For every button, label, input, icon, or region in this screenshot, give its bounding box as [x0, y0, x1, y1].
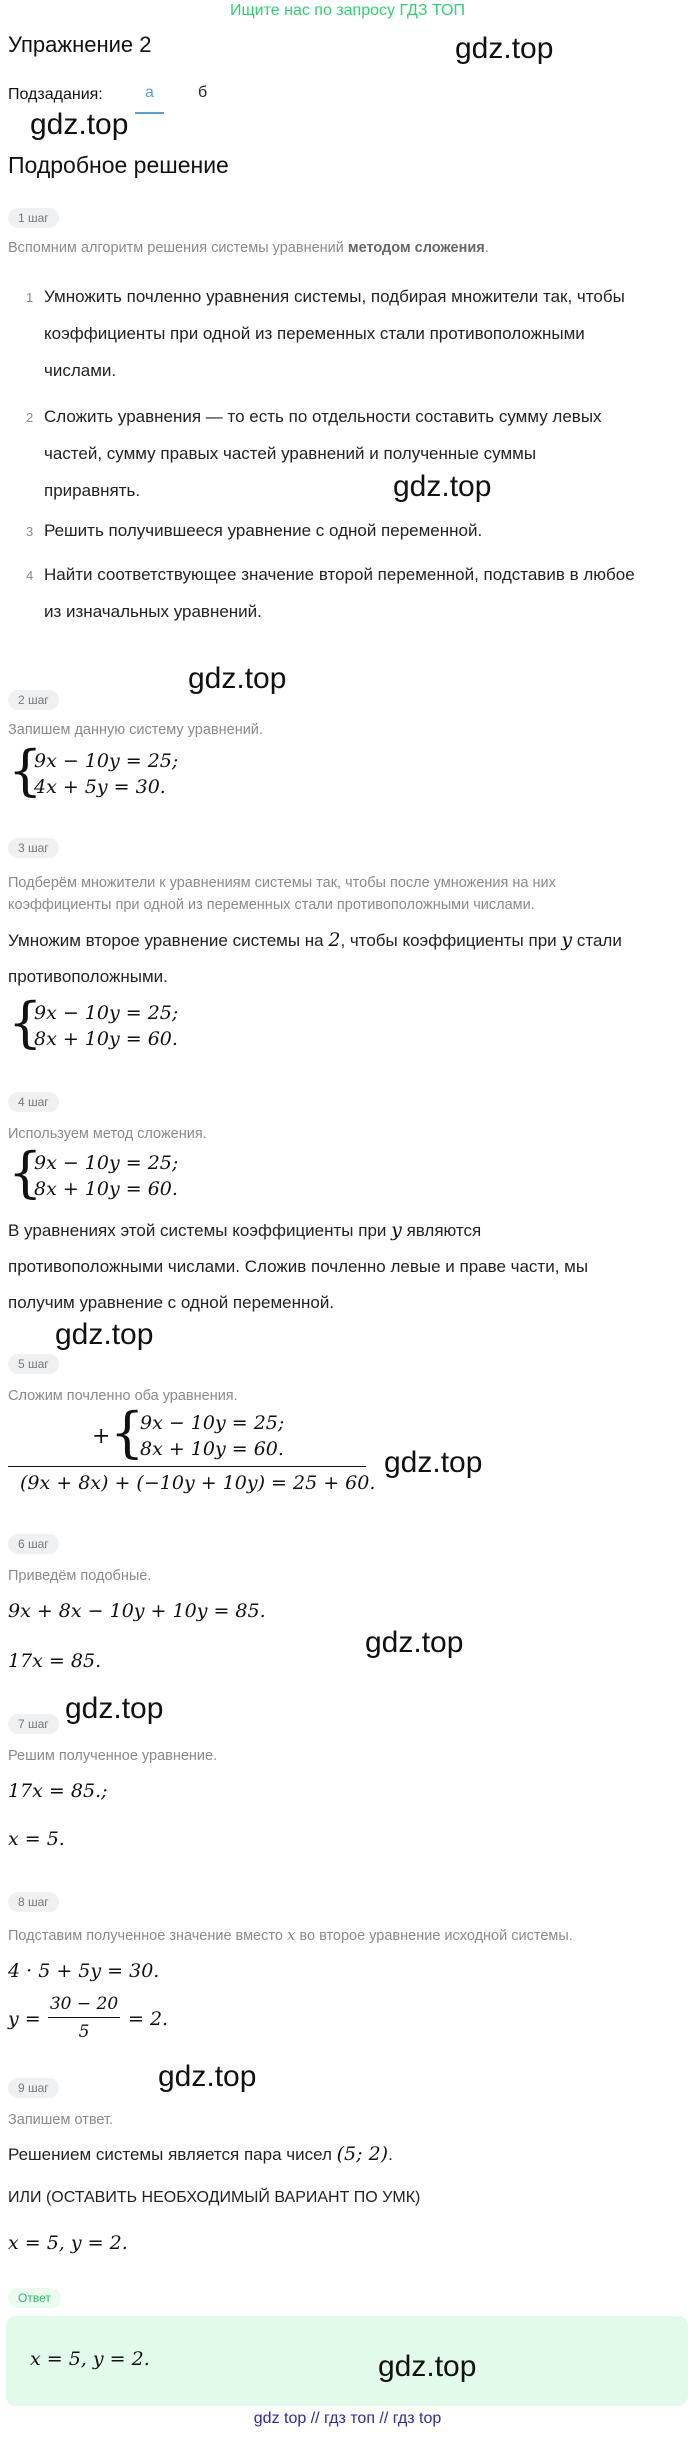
- equation: 8x + 10y = 60.: [34, 1028, 178, 1050]
- step-text: В уравнениях этой системы коэффициенты при y являются противоположными числами. Сложив почленно левые и праве части, мы получим уравнение с одной переменной.: [8, 1219, 589, 1312]
- equation: 9x − 10y = 25;: [140, 1412, 285, 1434]
- step-hint: Запишем ответ.: [8, 2112, 114, 2128]
- system-brace: {: [8, 739, 43, 802]
- equation: 17x = 85.;: [8, 1780, 108, 1802]
- list-item: Найти соответствующее значение второй переменной, подставив в любое из изначальных уравнений.: [44, 565, 635, 621]
- equation: = 2.: [128, 2008, 169, 2030]
- step-hint: Решим полученное уравнение.: [8, 1748, 218, 1764]
- equation: 9x + 8x − 10y + 10y = 85.: [8, 1600, 266, 1622]
- watermark: gdz.top: [158, 2060, 257, 2093]
- watermark: gdz.top: [65, 1692, 164, 1725]
- step-badge: 7 шаг: [8, 1714, 59, 1734]
- watermark: gdz.top: [393, 470, 492, 503]
- step-badge: 4 шаг: [8, 1092, 59, 1112]
- footer-links[interactable]: gdz top // гдз топ // гдз top: [253, 2410, 442, 2427]
- step-badge: 1 шаг: [8, 208, 59, 228]
- step-badge: 2 шаг: [8, 690, 59, 710]
- page-title: Упражнение 2: [8, 32, 152, 57]
- watermark: gdz.top: [188, 662, 287, 695]
- fraction-bar: [48, 2017, 120, 2018]
- step-hint: Приведём подобные.: [8, 1568, 152, 1584]
- section-title: Подробное решение: [8, 152, 229, 178]
- step-hint: Вспомним алгоритм решения системы уравнений методом сложения.: [8, 240, 489, 256]
- list-number: 4: [26, 568, 34, 583]
- watermark: gdz.top: [378, 2350, 477, 2383]
- equation: 17x = 85.: [8, 1650, 102, 1672]
- watermark: gdz.top: [455, 32, 554, 65]
- step-hint: Сложим почленно оба уравнения.: [8, 1388, 238, 1404]
- system-brace: {: [8, 1141, 43, 1204]
- equation: 8x + 10y = 60.: [34, 1178, 178, 1200]
- equation: 4x + 5y = 30.: [34, 776, 166, 798]
- list-item: Сложить уравнения — то есть по отдельности составить сумму левых частей, сумму правых частей уравнений и полученные суммы приравнять.: [44, 407, 602, 500]
- equation: y =: [8, 2008, 41, 2030]
- watermark: gdz.top: [365, 1626, 464, 1659]
- step-badge: 3 шаг: [8, 838, 59, 858]
- equation: 4 · 5 + 5y = 30.: [8, 1960, 160, 1982]
- step-hint: Запишем данную систему уравнений.: [8, 722, 263, 738]
- list-item: Решить получившееся уравнение с одной переменной.: [44, 521, 483, 540]
- variant-note: ИЛИ (ОСТАВИТЬ НЕОБХОДИМЫЙ ВАРИАНТ ПО УМК): [8, 2189, 421, 2206]
- sum-line: [8, 1466, 366, 1467]
- answer-value: x = 5, y = 2.: [30, 2348, 150, 2370]
- list-number: 1: [26, 290, 34, 305]
- fraction-denominator: 5: [78, 2022, 90, 2042]
- step-badge: 5 шаг: [8, 1354, 59, 1374]
- step-badge: 9 шаг: [8, 2078, 59, 2098]
- list-number: 2: [26, 410, 34, 425]
- answer-badge: Ответ: [8, 2288, 61, 2308]
- equation: 9x − 10y = 25;: [34, 1152, 179, 1174]
- step-badge: 6 шаг: [8, 1534, 59, 1554]
- equation: x = 5, y = 2.: [8, 2232, 128, 2254]
- system-brace: {: [110, 1401, 145, 1464]
- fraction-numerator: 30 − 20: [49, 1994, 119, 2014]
- equation: 9x − 10y = 25;: [34, 750, 179, 772]
- top-search-link[interactable]: Ищите нас по запросу ГДЗ ТОП: [230, 2, 465, 19]
- watermark: gdz.top: [55, 1318, 154, 1351]
- equation: x = 5.: [8, 1828, 65, 1850]
- step-text: Умножим второе уравнение системы на 2, чтобы коэффициенты при y стали противоположными.: [8, 929, 622, 986]
- equation: (9x + 8x) + (−10y + 10y) = 25 + 60.: [20, 1472, 376, 1494]
- system-brace: {: [8, 991, 43, 1054]
- list-item: Умножить почленно уравнения системы, подбирая множители так, чтобы коэффициенты при одной из переменных стали противоположными числами.: [44, 287, 625, 380]
- step-badge: 8 шаг: [8, 1892, 59, 1912]
- step-hint: Подберём множители к уравнениям системы так, чтобы после умножения на них коэффициенты при одной из переменных стали противоположными числами.: [8, 875, 556, 913]
- step-text: Решением системы является пара чисел (5; 2).: [8, 2143, 393, 2165]
- equation: 8x + 10y = 60.: [140, 1438, 284, 1460]
- tab-a[interactable]: а: [135, 84, 164, 114]
- step-hint: Используем метод сложения.: [8, 1126, 207, 1142]
- watermark: gdz.top: [30, 108, 129, 141]
- equation: 9x − 10y = 25;: [34, 1002, 179, 1024]
- tab-b[interactable]: б: [198, 84, 208, 101]
- list-number: 3: [26, 524, 34, 539]
- plus-sign: +: [92, 1424, 111, 1449]
- step-hint: Подставим полученное значение вместо x во второе уравнение исходной системы.: [8, 1926, 573, 1944]
- subtasks-label: Подзадания:: [8, 86, 103, 103]
- watermark: gdz.top: [384, 1446, 483, 1479]
